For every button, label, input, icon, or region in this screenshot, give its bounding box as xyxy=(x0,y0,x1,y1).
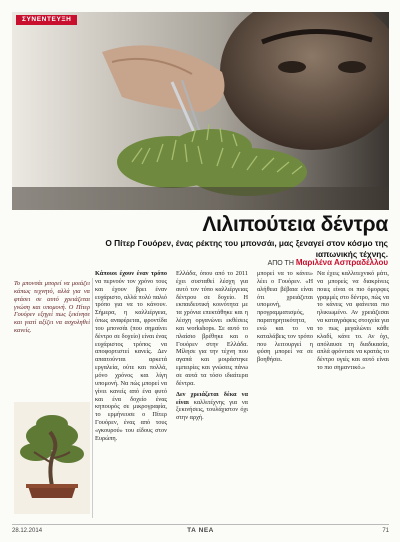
article-column-4 xyxy=(317,270,389,524)
column-1-text: να περνούν τον χρόνο τους και έχουν βρει έναν ευχάριστο, αλλά πολύ παλιό τρόπο για να το κάνουν. Σήμερα, η καλλιέργεια, όπως αναφέρεται, φροντίδα του μπονσάι (που σημαίνει δέντρο σε δοχείο) είναι ένας ευχάριστος τρόπος να αποφορτιστεί κανείς. Δεν απαιτούνται αρκετά εργαλεία, ούτε και πολλά, μόνο χρόνος και λίγη υπομονή. Να πώς μπορεί να γίνει κανείς από ένα φυτό και ένα δοχείο ένας κηπουρός σε μικρογραφία, το ερμήνευσε ο Πίτερ Γουόρεν, ένας από τους «γκουρού» του είδους στον Ευρώπη. xyxy=(95,277,167,442)
column-3-text: μπορεί να το κάνει» λέει ο Γουόρεν. «Η αλήθεια βέβαια είναι ότι χρειάζεται υπομονή, προγραμματισμός, παρατηρητικότητα, ενώ και το να καταλάβεις τον τρόπο που λειτουργεί η φύση μπορεί να σε βοηθήσει. xyxy=(257,270,313,364)
byline-prefix: ΑΠΟ ΤΗ xyxy=(267,260,294,267)
sidebar-intro-text: Το μπονσάι μπορεί να μοιάζει κάπως τεχνητό, αλλά για να φτάσει σε αυτό χρειάζεται γνώση και υπομονή. Ο Πίτερ Γουόρεν εξηγεί πως ξεκίνησε και γιατί αξίζει να ασχοληθεί κανείς. xyxy=(14,280,90,335)
column-4-text: Να έχεις καλλιτεχνικό μάτι, να μπορείς να διακρίνεις ποιες είναι οι πιο όμορφες γραμμές στο δέντρο, πώς να το κάνεις να φαίνεται πιο ηλικιωμένο. Αν χρειάζεσαι να καταγράφεις στοιχεία για το πως μεγαλώνει κάθε κλαδί, κάνε το. Αν όχι, απόλαυσε τη διαδικασία, απλά φρόντισε να κρατάς το δέντρο υγιές και αυτό είναι το πιο σημαντικό.» xyxy=(317,270,389,372)
page-footer xyxy=(12,526,389,538)
sidebar-intro xyxy=(14,280,90,400)
article-subhead: Ο Πίτερ Γουόρεν, ένας ρέκτης του μπονσάι, μας ξεναγεί στον κόσμο της ιαπωνικής τέχνης. xyxy=(105,238,388,259)
byline-author: Μαριλένα Ασπραδέλλου xyxy=(295,258,388,267)
bonsai-illustration xyxy=(14,402,90,514)
article-column-2 xyxy=(176,270,248,524)
article-column-3 xyxy=(257,270,313,524)
hero-photo xyxy=(12,12,389,210)
column-2-text-b: καλλιτέχνης για να ξεκινήσεις, τουλάχιστον όχι στην αρχή. xyxy=(176,398,248,422)
section-tag: ΣΥΝΕΝΤΕΥΞΗ xyxy=(16,15,77,25)
page-number: 71 xyxy=(382,528,389,534)
column-2-lead: Δεν χρειάζεται δέκα να είναι xyxy=(176,390,248,406)
issue-date: 28.12.2014 xyxy=(12,528,43,534)
article-column-1 xyxy=(95,270,167,524)
publication-name: ΤΑ ΝΕΑ xyxy=(187,527,214,534)
column-divider xyxy=(92,278,93,518)
article-byline xyxy=(98,258,388,268)
article-headline: Λιλιπούτεια δέντρα xyxy=(202,213,388,236)
column-1-lead: Κάποιοι έχουν έναν τρόπο xyxy=(95,270,167,277)
column-2-text: Ελλάδα, όπου από το 2011 έχει συσταθεί λέσχη για αυτό τον τύπο καλλιέργειας δέντρου σε δοχείο. Η εκπαιδευτική κοινότητα με τα χρόνια επεκτάθηκε και η λέσχη οργανώνει εκθέσεις και workshops. Σε αυτό το πλαίσιο βρέθηκε και ο Γουόρεν στην Ελλάδα. Μίλησε για την τέχνη που αγαπά και μοιράστηκε εμπειρίες και γνώσεις πάνω σε αυτά τα τόσο ιδιαίτερα δέντρα. xyxy=(176,270,248,387)
footer-divider xyxy=(12,524,389,525)
